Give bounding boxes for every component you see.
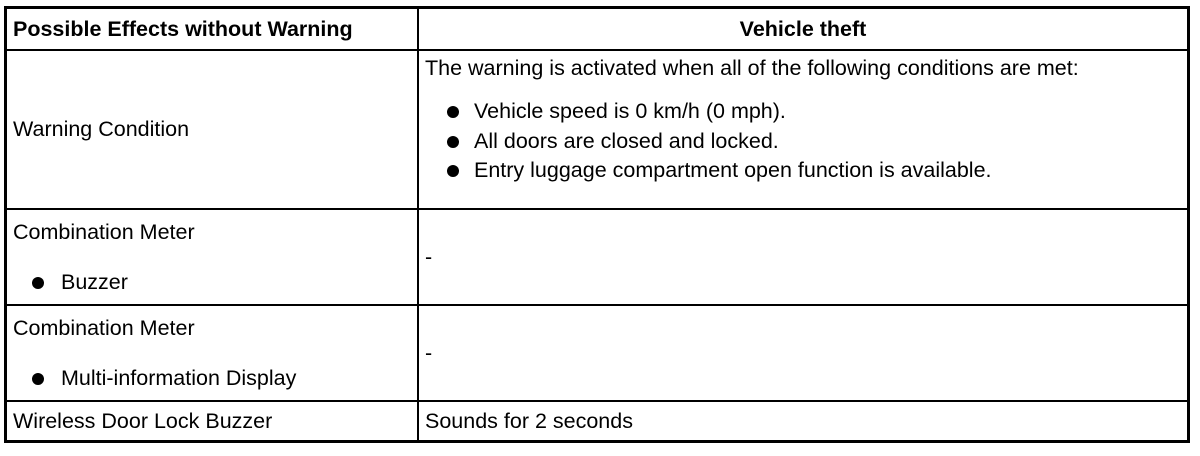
list-item (446, 97, 1181, 127)
table-row-wireless-door-lock-buzzer (6, 401, 1189, 442)
warning-condition-list (425, 97, 1181, 186)
list-item (446, 156, 1181, 186)
table-header-row (6, 8, 1189, 51)
buzzer-sub-item (13, 268, 411, 297)
warning-condition-value (418, 50, 1189, 209)
header-vehicle-theft: Vehicle theft (418, 8, 1189, 51)
bullet-icon (32, 373, 44, 385)
display-sub-item (13, 364, 411, 393)
condition-text: All doors are closed and locked. (474, 128, 779, 153)
wireless-door-lock-buzzer-value: Sounds for 2 seconds (418, 401, 1189, 442)
header-possible-effects: Possible Effects without Warning (6, 8, 419, 51)
condition-text: Entry luggage compartment open function is available. (474, 158, 992, 182)
table-row-warning-condition (6, 50, 1189, 209)
combination-meter-title: Combination Meter (13, 315, 195, 340)
buzzer-sub-item-text: Buzzer (61, 269, 128, 294)
bullet-icon (447, 106, 459, 118)
warning-condition-label: Warning Condition (6, 50, 419, 209)
combination-meter-title: Combination Meter (13, 219, 195, 244)
bullet-icon (447, 165, 459, 177)
bullet-icon (32, 277, 44, 289)
condition-text: Vehicle speed is 0 km/h (0 mph). (474, 99, 786, 123)
combination-meter-display-label (6, 305, 419, 401)
table-row-combination-meter-display (6, 305, 1189, 401)
wireless-door-lock-buzzer-label: Wireless Door Lock Buzzer (6, 401, 419, 442)
display-sub-item-text: Multi-information Display (61, 365, 297, 390)
list-item (446, 127, 1181, 157)
warning-condition-intro: The warning is activated when all of the following conditions are met: (425, 56, 1079, 80)
combination-meter-display-value: - (418, 305, 1189, 401)
bullet-icon (447, 136, 459, 148)
document-page (4, 6, 1190, 443)
warning-effects-table (4, 6, 1190, 443)
table-row-combination-meter-buzzer (6, 209, 1189, 305)
combination-meter-buzzer-label (6, 209, 419, 305)
combination-meter-buzzer-value: - (418, 209, 1189, 305)
